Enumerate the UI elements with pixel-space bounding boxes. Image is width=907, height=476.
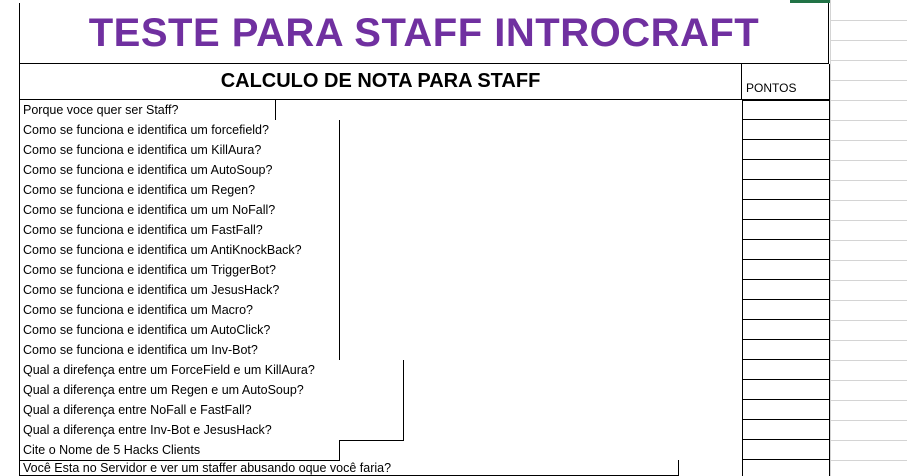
gridline [830, 460, 907, 461]
title-cell[interactable] [19, 3, 829, 64]
question-cell[interactable]: Como se funciona e identifica um AutoSoup? [19, 160, 340, 181]
gridline [830, 240, 907, 241]
score-cell[interactable] [742, 320, 830, 340]
question-cell[interactable]: Qual a diferença entre um Regen e um AutoSoup? [19, 380, 404, 401]
score-cell[interactable] [742, 140, 830, 160]
gridline [830, 260, 907, 261]
question-cell[interactable]: Qual a diferença entre Inv-Bot e JesusHack? [19, 420, 404, 441]
question-cell[interactable]: Como se funciona e identifica um Inv-Bot? [19, 340, 340, 361]
gridline [830, 40, 907, 41]
score-cell[interactable] [742, 120, 830, 140]
question-cell[interactable]: Como se funciona e identifica um KillAura? [19, 140, 340, 161]
question-cell[interactable]: Você Esta no Servidor e ver um staffer abusando oque você faria? [19, 460, 679, 476]
score-cell[interactable] [742, 400, 830, 420]
score-cell[interactable] [742, 180, 830, 200]
score-cell[interactable] [742, 220, 830, 240]
gridline [830, 0, 831, 476]
score-cell[interactable] [742, 340, 830, 360]
score-cell[interactable] [742, 300, 830, 320]
gridline [830, 340, 907, 341]
gridline [830, 200, 907, 201]
question-cell[interactable]: Como se funciona e identifica um Macro? [19, 300, 340, 321]
gridline [830, 20, 907, 21]
question-cell[interactable]: Cite o Nome de 5 Hacks Clients [19, 440, 340, 461]
question-cell[interactable]: Como se funciona e identifica um AntiKnockBack? [19, 240, 340, 261]
gridline [830, 100, 907, 101]
sheet-subtitle: CALCULO DE NOTA PARA STAFF [220, 70, 541, 92]
gridline [830, 440, 907, 441]
question-cell[interactable]: Como se funciona e identifica um forcefield? [19, 120, 340, 141]
subtitle-cell[interactable] [19, 64, 742, 100]
gridline [830, 60, 907, 61]
gridline [830, 420, 907, 421]
gridline [830, 80, 907, 81]
points-header-cell[interactable] [742, 64, 830, 100]
score-cell[interactable] [742, 200, 830, 220]
question-cell[interactable]: Como se funciona e identifica um um NoFall? [19, 200, 340, 221]
question-cell[interactable]: Como se funciona e identifica um JesusHack? [19, 280, 340, 301]
score-cell[interactable] [742, 240, 830, 260]
score-cell[interactable] [742, 420, 830, 440]
gridline [830, 380, 907, 381]
score-cell[interactable] [742, 160, 830, 180]
question-cell[interactable]: Como se funciona e identifica um TriggerBot? [19, 260, 340, 281]
score-cell[interactable] [742, 440, 830, 460]
score-cell[interactable] [742, 460, 830, 476]
score-cell[interactable] [742, 260, 830, 280]
gridline [830, 120, 907, 121]
gridline [830, 360, 907, 361]
question-cell[interactable]: Porque voce quer ser Staff? [19, 100, 276, 121]
gridline [830, 160, 907, 161]
gridline [830, 180, 907, 181]
score-cell[interactable] [742, 280, 830, 300]
question-cell[interactable]: Como se funciona e identifica um AutoClick? [19, 320, 340, 341]
gridline [830, 140, 907, 141]
gridline [830, 320, 907, 321]
question-cell[interactable]: Qual a direfença entre um ForceField e um KillAura? [19, 360, 404, 381]
score-cell[interactable] [742, 380, 830, 400]
question-cell[interactable]: Como se funciona e identifica um Regen? [19, 180, 340, 201]
gridline [830, 280, 907, 281]
gridline [830, 400, 907, 401]
question-cell[interactable]: Como se funciona e identifica um FastFall? [19, 220, 340, 241]
gridline [830, 300, 907, 301]
score-cell[interactable] [742, 360, 830, 380]
score-cell[interactable] [742, 100, 830, 120]
question-cell[interactable]: Qual a diferença entre NoFall e FastFall? [19, 400, 404, 421]
points-header: PONTOS [746, 81, 797, 95]
sheet-title: TESTE PARA STAFF INTROCRAFT [88, 10, 760, 55]
gridline [830, 220, 907, 221]
